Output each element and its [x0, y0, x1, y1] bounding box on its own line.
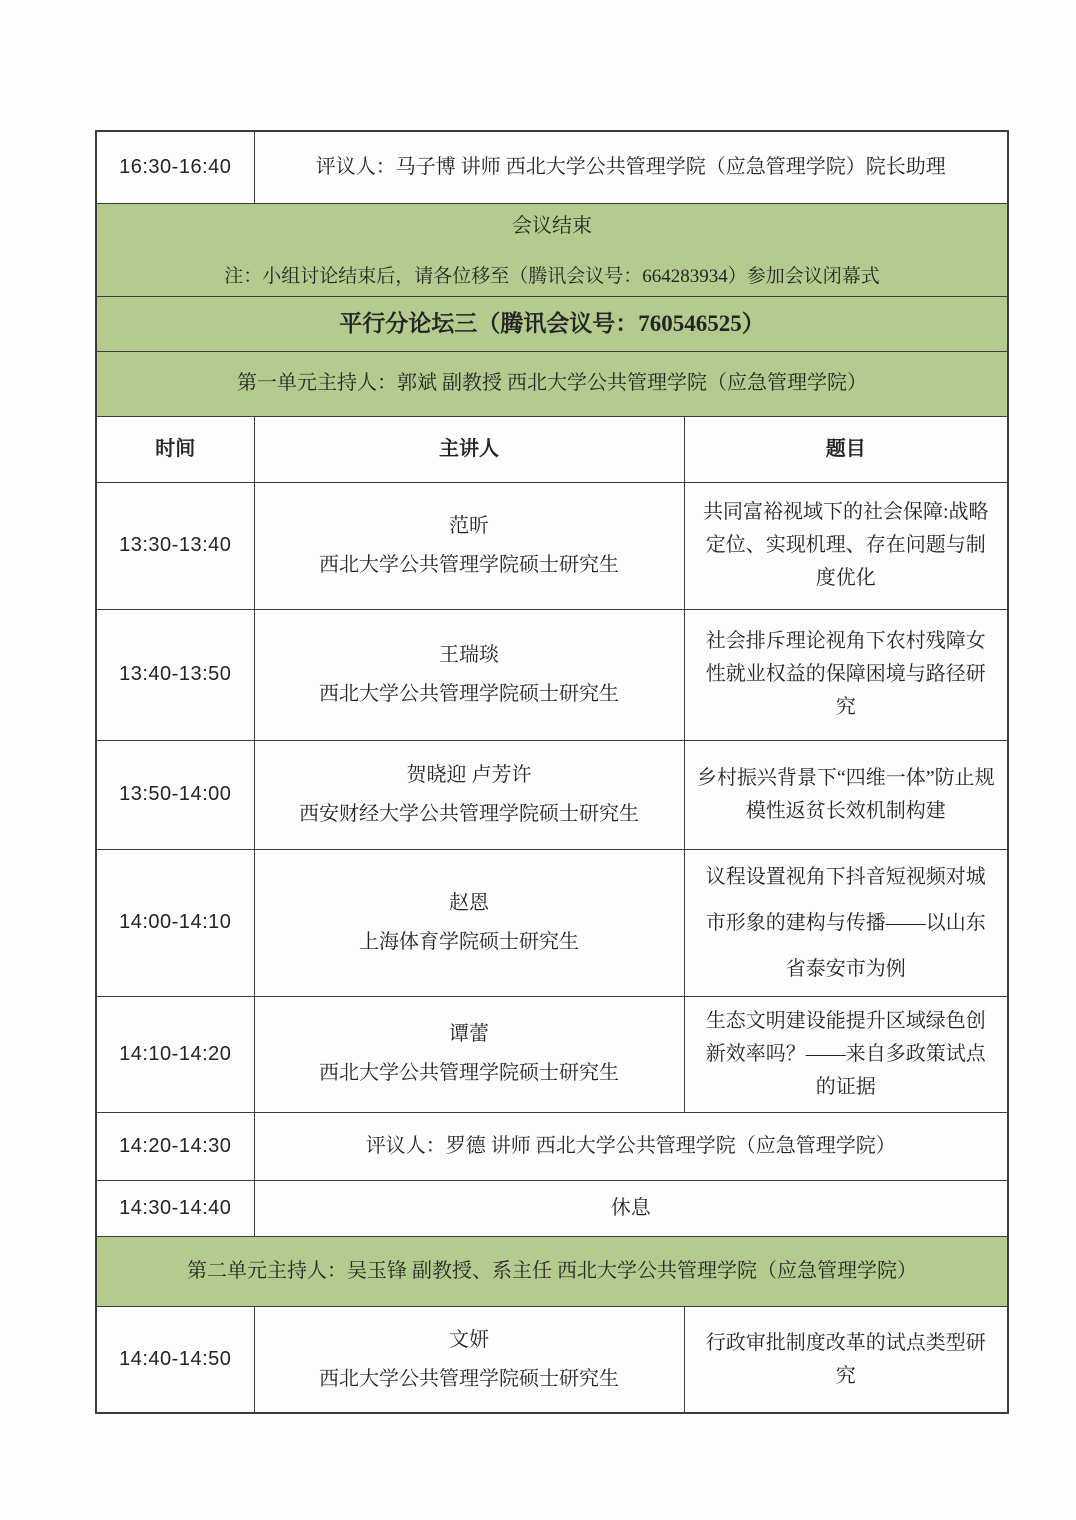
- speaker-name: 范昕: [449, 514, 489, 537]
- table-row: [96, 1180, 1008, 1236]
- speaker-cell: [254, 482, 684, 609]
- unit2-host-cell: 第二单元主持人：吴玉锋 副教授、系主任 西北大学公共管理学院（应急管理学院）: [96, 1236, 1008, 1306]
- header-time: 时间: [96, 416, 254, 482]
- speaker-cell: [254, 740, 684, 849]
- unit1-host-cell: 第一单元主持人：郭斌 副教授 西北大学公共管理学院（应急管理学院）: [96, 351, 1008, 416]
- speaker-affiliation: 西安财经大学公共管理学院硕士研究生: [299, 802, 639, 825]
- closing-note: 注：小组讨论结束后，请各位移至（腾讯会议号：664283934）参加会议闭幕式: [224, 265, 880, 287]
- speaker-name: 贺晓迎 卢芳许: [406, 763, 532, 786]
- speaker-cell: [254, 996, 684, 1112]
- time-cell: 13:40-13:50: [96, 609, 254, 740]
- closing-notice-cell: [96, 203, 1008, 296]
- speaker-affiliation: 西北大学公共管理学院硕士研究生: [319, 682, 619, 705]
- speaker-affiliation: 西北大学公共管理学院硕士研究生: [319, 1062, 619, 1085]
- table-row: [96, 351, 1008, 416]
- time-cell: 14:20-14:30: [96, 1112, 254, 1180]
- time-cell: 14:30-14:40: [96, 1180, 254, 1236]
- table-row: [96, 131, 1008, 203]
- time-cell: 16:30-16:40: [96, 131, 254, 203]
- speaker-name: 文妍: [449, 1328, 489, 1351]
- header-speaker: 主讲人: [254, 416, 684, 482]
- conference-schedule-table: [95, 130, 1009, 1414]
- paper-title-cell: 议程设置视角下抖音短视频对城市形象的建构与传播——以山东省泰安市为例: [684, 849, 1008, 996]
- paper-title-cell: 乡村振兴背景下“四维一体”防止规模性返贫长效机制构建: [684, 740, 1008, 849]
- paper-title-cell: 共同富裕视域下的社会保障:战略定位、实现机理、存在问题与制度优化: [684, 482, 1008, 609]
- speaker-name: 王瑞琰: [439, 643, 499, 666]
- table-row: [96, 1236, 1008, 1306]
- speaker-name: 谭蕾: [449, 1023, 489, 1046]
- speaker-name: 赵恩: [449, 891, 489, 914]
- time-cell: 13:50-14:00: [96, 740, 254, 849]
- table-row: [96, 740, 1008, 849]
- table-row: [96, 203, 1008, 296]
- speaker-affiliation: 西北大学公共管理学院硕士研究生: [319, 1367, 619, 1390]
- forum-title: 平行分论坛三（腾讯会议号：760546525）: [96, 296, 1008, 351]
- reviewer-cell: 评议人：马子博 讲师 西北大学公共管理学院（应急管理学院）院长助理: [254, 131, 1008, 203]
- table-row: [96, 849, 1008, 996]
- paper-title-cell: 生态文明建设能提升区域绿色创新效率吗？——来自多政策试点的证据: [684, 996, 1008, 1112]
- time-cell: 13:30-13:40: [96, 482, 254, 609]
- closing-title: 会议结束: [512, 214, 592, 237]
- header-title: 题目: [684, 416, 1008, 482]
- table-header-row: [96, 416, 1008, 482]
- table-row: [96, 296, 1008, 351]
- speaker-affiliation: 西北大学公共管理学院硕士研究生: [319, 553, 619, 576]
- break-cell: 休息: [254, 1180, 1008, 1236]
- speaker-cell: [254, 1306, 684, 1413]
- paper-title-cell: 行政审批制度改革的试点类型研究: [684, 1306, 1008, 1413]
- time-cell: 14:00-14:10: [96, 849, 254, 996]
- table-row: [96, 996, 1008, 1112]
- table-row: [96, 609, 1008, 740]
- time-cell: 14:40-14:50: [96, 1306, 254, 1413]
- speaker-cell: [254, 849, 684, 996]
- speaker-cell: [254, 609, 684, 740]
- table-row: [96, 1306, 1008, 1413]
- table-row: [96, 1112, 1008, 1180]
- reviewer-cell: 评议人：罗德 讲师 西北大学公共管理学院（应急管理学院）: [254, 1112, 1008, 1180]
- time-cell: 14:10-14:20: [96, 996, 254, 1112]
- table-row: [96, 482, 1008, 609]
- paper-title-cell: 社会排斥理论视角下农村残障女性就业权益的保障困境与路径研究: [684, 609, 1008, 740]
- speaker-affiliation: 上海体育学院硕士研究生: [359, 930, 579, 953]
